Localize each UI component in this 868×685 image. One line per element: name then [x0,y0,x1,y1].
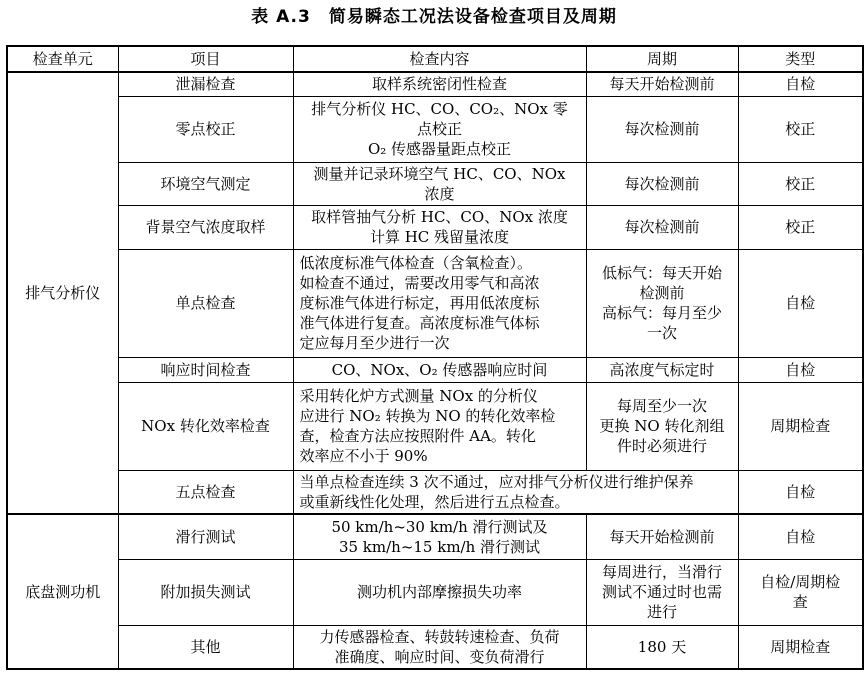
period-line: 180 天 [637,637,687,656]
period-line: 高浓度气标定时 [609,360,715,379]
content-line: 准气体进行复查。高浓度标准气体标 [299,314,540,332]
period-line: 更换 NO 转化剂组 [599,417,725,435]
group-cell-analyzer: 排气分析仪 [7,72,118,514]
item-cell: NOx 转化效率检查 [118,382,293,470]
content-line: 度标准气体进行标定，再用低浓度标 [299,294,540,312]
content-line: 浓度 [424,184,455,203]
type-cell: 校正 [738,162,863,205]
table-row [7,96,863,162]
period-line: 一次 [646,324,677,342]
table-row [7,514,863,559]
content-line: 计算 HC 残留量浓度 [369,228,510,246]
period-cell [586,249,738,357]
type-cell: 自检 [738,514,863,559]
content-cell [293,382,586,470]
content-line: 查，检查方法应按照附件 AA。转化 [299,427,536,445]
table-row [7,382,863,470]
period-line: 件时必须进行 [616,437,707,455]
content-cell [293,249,586,357]
header-type: 类型 [738,46,863,72]
type-cell: 校正 [738,205,863,249]
table-caption: 表 A.3 简易瞬态工况法设备检查项目及周期 [251,7,617,27]
content-line: 应进行 NO₂ 转换为 NO 的转化效率检 [299,407,556,425]
group-cell-dyno: 底盘测功机 [7,514,118,669]
content-cell [293,559,586,625]
equipment-inspection-table [6,45,864,670]
period-line: 低标气：每天开始 [601,264,722,282]
content-line: 采用转化炉方式测量 NOx 的分析仪 [299,387,538,405]
period-line: 每周至少一次 [616,397,707,415]
period-cell [586,514,738,559]
period-cell [586,96,738,162]
content-line: 取样管抽气分析 HC、CO、NOx 浓度 [311,208,568,226]
content-line: 35 km/h~15 km/h 滑行测试 [338,537,541,556]
content-line: CO、NOx、O₂ 传感器响应时间 [331,360,548,379]
content-line: 点校正 [416,120,462,138]
period-line: 每次检测前 [624,218,700,236]
period-cell [586,72,738,96]
period-cell [586,205,738,249]
header-unit: 检查单元 [7,46,118,72]
content-line: 测量并记录环境空气 HC、CO、NOx [313,164,566,183]
type-cell [738,559,863,625]
item-cell: 零点校正 [118,96,293,162]
content-cell [293,205,586,249]
type-cell: 自检 [738,357,863,382]
header-row [7,46,863,72]
item-cell: 环境空气测定 [118,162,293,205]
table-row [7,470,863,514]
header-content: 检查内容 [293,46,586,72]
table-row [7,559,863,625]
period-line: 每次检测前 [624,120,700,138]
period-cell [586,625,738,669]
header-period: 周期 [586,46,738,72]
table-row [7,72,863,96]
content-line: 测功机内部摩擦损失功率 [356,583,522,601]
content-cell-merged [293,470,738,514]
type-cell: 自检 [738,249,863,357]
item-cell: 其他 [118,625,293,669]
content-cell [293,357,586,382]
period-line: 检测前 [639,284,685,302]
item-cell: 滑行测试 [118,514,293,559]
item-cell: 泄漏检查 [118,72,293,96]
table-row [7,205,863,249]
header-item: 项目 [118,46,293,72]
content-line: 效率应不小于 90% [299,447,428,465]
content-cell [293,162,586,205]
type-cell: 自检 [738,72,863,96]
item-cell: 五点检查 [118,470,293,514]
content-line: 定应每月至少进行一次 [299,334,450,352]
content-line: 如检查不通过，需要改用零气和高浓 [299,274,540,292]
content-line: 力传感器检查、转鼓转速检查、负荷 [319,627,560,646]
content-line: 低浓度标准气体检查（含氧检查）。 [299,254,533,272]
table-row [7,625,863,669]
period-line: 进行 [646,603,677,621]
content-line: O₂ 传感器量距点校正 [367,140,512,158]
type-line: 自检/周期检 [760,573,841,591]
content-line: 50 km/h~30 km/h 滑行测试及 [331,517,548,536]
type-cell: 校正 [738,96,863,162]
type-cell: 周期检查 [738,625,863,669]
type-cell: 周期检查 [738,382,863,470]
table-row [7,357,863,382]
content-cell [293,514,586,559]
period-line: 每天开始检测前 [609,75,715,94]
item-cell: 单点检查 [118,249,293,357]
item-cell: 背景空气浓度取样 [118,205,293,249]
item-cell: 响应时间检查 [118,357,293,382]
period-cell [586,382,738,470]
period-line: 每次检测前 [624,174,700,193]
content-cell [293,72,586,96]
content-line: 取样系统密闭性检查 [371,75,507,94]
period-line: 测试不通过时也需 [601,583,722,601]
item-cell: 附加损失测试 [118,559,293,625]
type-cell: 自检 [738,470,863,514]
content-cell [293,96,586,162]
content-line: 排气分析仪 HC、CO、CO₂、NOx 零 [311,100,568,118]
period-cell [586,559,738,625]
period-line: 每周进行，当滑行 [601,563,722,581]
type-line: 查 [792,593,808,611]
period-line: 高标气：每月至少 [601,304,722,322]
content-line: 准确度、响应时间、变负荷滑行 [334,647,545,666]
content-line: 或重新线性化处理，然后进行五点检查。 [299,492,570,511]
period-line: 每天开始检测前 [609,527,715,546]
table-row [7,162,863,205]
content-line: 当单点检查连续 3 次不通过，应对排气分析仪进行维护保养 [299,472,694,491]
period-cell [586,357,738,382]
period-cell [586,162,738,205]
content-cell [293,625,586,669]
table-row [7,249,863,357]
